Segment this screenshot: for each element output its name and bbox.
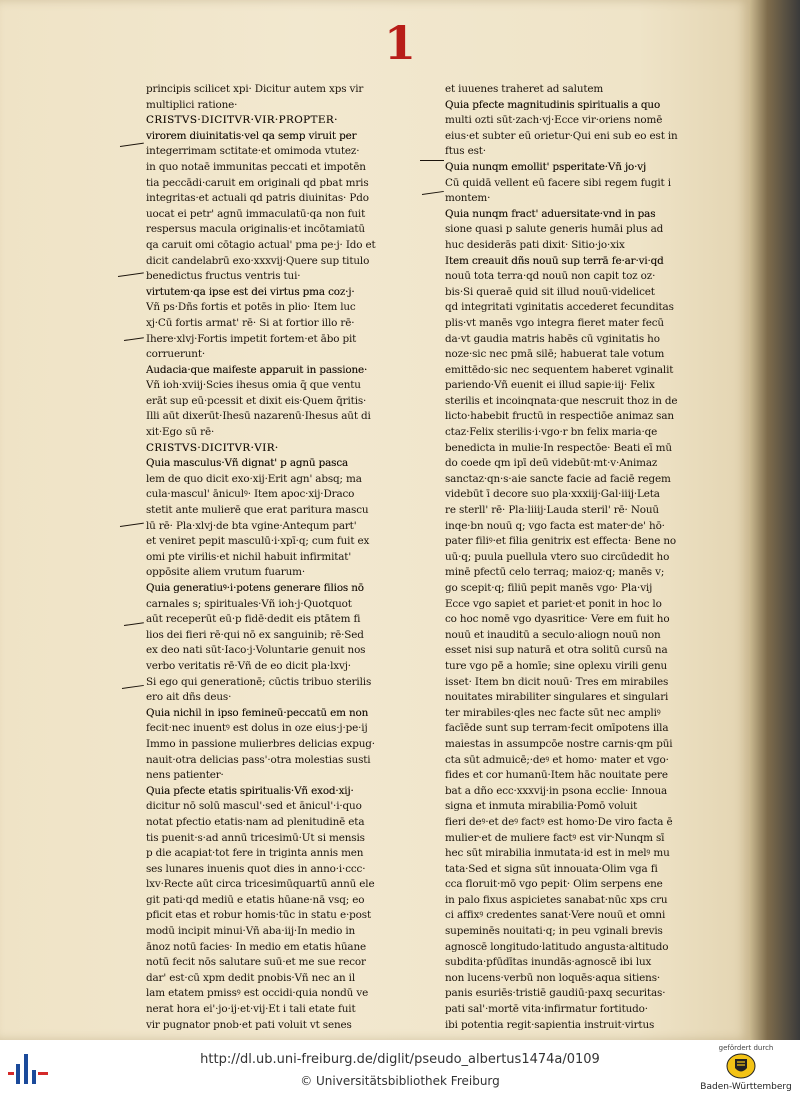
text-line: vir pugnator pnob·et pati voluit vt senes bbox=[146, 1018, 352, 1031]
text-line: nouū tota terra·qd nouū non capit toz oz· bbox=[445, 270, 656, 283]
text-line: lios dei fieri rē·qui nō ex sanguinib; rē·Sed bbox=[146, 628, 364, 641]
text-line: git pati·qd mediū e etatis hūane·nā vsq; eo bbox=[146, 893, 365, 906]
text-line: uocat ei petr' agnū immaculatū·qa non fuit bbox=[146, 207, 366, 220]
text-line: licto·habebit fructū in respectiōe animaz san bbox=[445, 410, 674, 423]
text-line: cta sūt admuicē;·deꝰ et homo· mater et vgo· bbox=[445, 753, 669, 766]
text-line: inqe·bn nouū q; vgo facta est mater·de' hō· bbox=[445, 519, 665, 532]
text-line: stetit ante mulierē que erat paritura mascu bbox=[146, 504, 369, 517]
text-line: videbūt ī decore suo pla·xxxiij·Gal·iiij·Leta bbox=[445, 488, 660, 501]
text-line: omi pte virilis·et nichil habuit infirmitat' bbox=[146, 550, 352, 563]
text-line: ter mirabiles·qles nec facte sūt nec ampliꝰ bbox=[445, 706, 661, 719]
text-line: subdita·pfūdītas inundās·agnoscē ibi lux bbox=[445, 956, 652, 969]
text-line: co hoc nomē vgo dyasritice· Vere em fuit ho bbox=[445, 613, 670, 626]
text-line: nerat hora ei'·jo·ij·et·vij·Et i tali etate fuit bbox=[146, 1003, 356, 1016]
text-line: Quia nunqm fract' aduersitate·vnd in pas bbox=[445, 207, 656, 220]
margin-mark bbox=[120, 523, 144, 527]
text-line: agnoscē longitudo·latitudo angusta·altitudo bbox=[445, 940, 669, 953]
text-line: panis esuriēs·tristiē gaudiū·paxq securitas· bbox=[445, 987, 666, 1000]
text-line: ero ait dñs deus· bbox=[146, 691, 232, 704]
text-line: tia peccādi·caruit em originali qd pbat mris bbox=[146, 176, 369, 189]
copyright-text: © Universitätsbibliothek Freiburg bbox=[300, 1074, 500, 1088]
text-line: qd integritati vginitatis accederet fecunditas bbox=[445, 301, 674, 314]
text-line: Vñ ps·Dñs fortis et potēs in plio· Item luc bbox=[146, 301, 356, 314]
text-line: emittēdo·sic nec sequentem haberet vginalit bbox=[445, 363, 674, 376]
text-line: nouū et inauditū a seculo·aliogn nouū non bbox=[445, 628, 661, 641]
text-line: ibi potentia regit·sapientia instruit·virtus bbox=[445, 1018, 655, 1031]
sponsor-name: Baden-Württemberg bbox=[700, 1082, 792, 1092]
text-line: modū incipit minui·Vñ aba·iij·In medio in bbox=[146, 925, 356, 938]
text-line: Quia pfecte etatis spiritualis·Vñ exod·xij· bbox=[146, 784, 354, 797]
text-line: Audacia·que maifeste apparuit in passione· bbox=[146, 363, 368, 376]
text-line: Ihere·xlvj·Fortis impetit fortem·et ābo pit bbox=[146, 332, 357, 345]
text-line: integritas·et actuali qd patris diuinitas· Pdo bbox=[146, 192, 369, 205]
text-line: integerrimam sctitate·et omimoda vtutez· bbox=[146, 145, 360, 158]
text-line: carnales s; spirituales·Vñ ioh·j·Quotquot bbox=[146, 597, 352, 610]
text-line: plis·vt manēs vgo integra fieret mater fecū bbox=[445, 316, 664, 329]
text-line: Vñ ioh·xviij·Scies ihesus omia q̄ que ventu bbox=[146, 379, 361, 392]
text-line: mulier·et de muliere factꝰ est vir·Nunqm sī bbox=[445, 831, 665, 844]
right-text-column bbox=[445, 82, 685, 1033]
text-line: CRISTVS·DICITVR·VIR·PROPTER· bbox=[146, 114, 338, 127]
text-line: pariendo·Vñ euenit ei illud sapie·iij· Felix bbox=[445, 379, 655, 392]
text-line: huc desiderās pati dixit· Sitio·jo·xix bbox=[445, 238, 625, 251]
text-line: benedicta in mulie·In respectōe· Beati eī mū bbox=[445, 441, 672, 454]
text-line: sterilis et incoinqnata·que nescruit thoz in de bbox=[445, 394, 678, 407]
text-line: p die acapiat·tot fere in triginta annis men bbox=[146, 847, 364, 860]
text-line: pater filiꝰ·et filia genitrix est effecta· Bene no bbox=[445, 535, 677, 548]
text-line: ture vgo pē̄ a homīe; sine oplexu virili genu bbox=[445, 659, 668, 672]
text-line: ānoz notū facies· In medio em etatis hūane bbox=[146, 940, 367, 953]
text-line: aūt receperūt eū·p fidē·dedit eis ptātem fi bbox=[146, 613, 361, 626]
text-line: ci affixꝰ credentes sanat·Vere nouū et omni bbox=[445, 909, 666, 922]
text-line: maiestas in assumpcōe nostre carnis·qm pūi bbox=[445, 737, 673, 750]
text-line: esset nisi sup naturā et otra solitū cursū na bbox=[445, 644, 668, 657]
text-line: non lucens·verbū non loquēs·aqua sitiens· bbox=[445, 971, 661, 984]
text-line: dicitur nō solū mascul'·sed et ānicul'·i·quo bbox=[146, 800, 362, 813]
text-line: pati sal'·mortē vita·infirmatur fortitudo· bbox=[445, 1003, 648, 1016]
text-line: notū fecit nōs salutare suū·et me sue recor bbox=[146, 956, 366, 969]
folio-number: 1 bbox=[384, 16, 417, 70]
text-line: fecit·nec inuentꝰ est dolus in oze eius·j·pe·ij bbox=[146, 722, 368, 735]
viewer-footer bbox=[0, 1040, 800, 1099]
margin-mark bbox=[124, 622, 144, 626]
text-line: xit·Ego sū rē· bbox=[146, 426, 215, 439]
text-line: Immo in passione mulierbres delicias expug· bbox=[146, 737, 375, 750]
text-line: pficit etas et robur homis·tūc in statu e·post bbox=[146, 909, 371, 922]
text-line: Quia nichil in ipso femineū·peccatū em non bbox=[146, 706, 369, 719]
text-line: montem· bbox=[445, 192, 491, 205]
text-line: bat a dño ecc·xxxvij·in psona ecclie· Innoua bbox=[445, 784, 668, 797]
text-line: et iuuenes traheret ad salutem bbox=[445, 83, 604, 95]
text-line: uū·q; puula puellula vtero suo circūdedit ho bbox=[445, 550, 670, 563]
text-line: virtutem·qa ipse est dei virtus pma coz·j· bbox=[146, 285, 355, 298]
text-line: erāt sup eū·pcessit et dixit eis·Quem q̄ritis· bbox=[146, 394, 367, 407]
text-line: dicit candelabrū exo·xxxvij·Quere sup titulo bbox=[146, 254, 370, 267]
text-line: lam etatem pmissꝰ est occidi·quia nondū ve bbox=[146, 987, 369, 1000]
text-line: xj·Cū fortis armat' rē· Si at fortior illo rē· bbox=[146, 316, 355, 329]
text-line: re sterll' rē· Pla·liiij·Lauda steril' rē· Nouū bbox=[445, 504, 659, 517]
text-line: tis puenit·s·ad annū tricesimū·Ut si mensis bbox=[146, 831, 365, 844]
text-line: respersus macula originalis·et incōtamiatū bbox=[146, 223, 365, 236]
text-line: minē pfectū celo terraq; maioz·q; manēs v; bbox=[445, 566, 665, 579]
text-line: cca floruit·mō vgo pepit· Olim serpens ene bbox=[445, 878, 663, 891]
text-line: ses lunares inuenis quot dies in anno·i·ccc· bbox=[146, 862, 366, 875]
text-line: benedictus fructus ventris tui· bbox=[146, 270, 301, 283]
text-line: facīēde sunt sup terram·fecit omīpotens illa bbox=[445, 722, 669, 735]
text-line: isset· Item bn dicit nouū· Tres em mirabiles bbox=[445, 675, 669, 688]
text-line: lxv·Recte aūt circa tricesimūquartū annū ele bbox=[146, 878, 375, 891]
page-edge bbox=[750, 0, 800, 1040]
text-line: ctaz·Felix sterilis·i·vgo·r bn felix maria·qe bbox=[445, 426, 658, 439]
text-line: signa et inmuta mirabilia·Pomō voluit bbox=[445, 800, 638, 813]
text-line: lū rē· Pla·xlvj·de bta vgine·Antequm part' bbox=[146, 519, 357, 532]
text-line: CRISTVS·DICITVR·VIR· bbox=[146, 441, 279, 454]
text-line: Cū quidā vellent eū facere sibi regem fugit i bbox=[445, 176, 671, 189]
text-line: fieri deꝰ·et deꝰ factꝰ est homo·De viro facta ē bbox=[445, 815, 673, 828]
text-line: principis scilicet xpi· Dicitur autem xps vir bbox=[146, 83, 364, 95]
state-seal-icon bbox=[726, 1053, 756, 1079]
text-line: notat pfectio etatis·nam ad plenitudinē eta bbox=[146, 815, 365, 828]
text-line: nens patienter· bbox=[146, 769, 224, 782]
margin-mark bbox=[122, 685, 144, 689]
margin-mark bbox=[120, 143, 144, 147]
margin-mark bbox=[422, 191, 444, 195]
text-line: multi ozti sūt·zach·vj·Ecce vir·oriens nomē bbox=[445, 114, 663, 127]
text-line: dar' est·cū xpm dedit pnobis·Vñ nec an il bbox=[146, 971, 356, 984]
text-line: ftus est· bbox=[445, 145, 486, 158]
text-line: et veniret pepit masculū·i·xpī·q; cum fuit ex bbox=[146, 535, 370, 548]
text-line: Quia nunqm emollit' psperitate·Vñ jo·vj bbox=[445, 160, 647, 173]
text-line: nouitates mirabiliter singulares et singulari bbox=[445, 691, 669, 704]
text-line: Quia masculus·Vñ dignat' p agnū pasca bbox=[146, 457, 349, 470]
text-line: multiplici ratione· bbox=[146, 98, 238, 111]
margin-mark bbox=[124, 337, 144, 341]
text-line: corruerunt· bbox=[146, 348, 206, 361]
text-line: oppōsite aliem vrutum fuarum· bbox=[146, 566, 305, 579]
left-text-column bbox=[146, 82, 382, 1033]
text-line: cula·mascul' āniculꝰ· Item apoc·xij·Draco bbox=[146, 488, 355, 501]
text-line: eius·et subter eū orietur·Qui eni sub eo est in bbox=[445, 129, 678, 142]
document-url-link[interactable]: http://dl.ub.uni-freiburg.de/diglit/pseudo_albertus1474a/0109 bbox=[200, 1052, 600, 1067]
text-line: nauit·otra delicias pass'·otra molestias susti bbox=[146, 753, 371, 766]
text-line: sione quasi p salute generis humāi plus ad bbox=[445, 223, 664, 236]
text-line: hec sūt mirabilia inmutata·id est in melꝰ mu bbox=[445, 847, 670, 860]
text-line: supeminēs nouitati·q; in peu vginali brevis bbox=[445, 925, 663, 938]
text-line: lem de quo dicit exo·xij·Erit agn' absq; ma bbox=[146, 472, 362, 485]
text-line: fides et cor humanū·Item hāc nouitate pere bbox=[445, 769, 668, 782]
text-line: virorem diuinitatis·vel qa semp viruit per bbox=[146, 129, 357, 142]
text-line: Illi aūt dixerūt·Ihesū nazarenū·Ihesus aūt di bbox=[146, 410, 371, 423]
text-line: da·vt gaudia matris habēs cū vginitatis ho bbox=[445, 332, 660, 345]
text-line: Quia generatiuꝰ·i·potens generare filios nō bbox=[146, 582, 364, 594]
text-line: in quo notaē immunitas peccati et impotēn bbox=[146, 160, 366, 173]
text-line: noze·sic nec pmā silē; habuerat tale votum bbox=[445, 348, 665, 361]
text-line: qa caruit omi cōtagio actual' pma pe·j· Ido et bbox=[146, 238, 376, 251]
text-line: Item creauit dñs nouū sup terrā fe·ar·vi·qd bbox=[445, 254, 664, 267]
text-line: do coede qm ipī deū videbūt·mt·v·Animaz bbox=[445, 457, 658, 470]
text-line: ex deo nati sūt·Iaco·j·Voluntarie genuit nos bbox=[146, 644, 366, 657]
text-line: bis·Si queraē quid sit illud nouū·videlicet bbox=[445, 285, 655, 298]
margin-mark bbox=[118, 272, 144, 277]
sponsor-label: gefördert durch bbox=[718, 1044, 774, 1052]
text-line: Quia pfecte magnitudinis spiritualis a quo bbox=[445, 98, 661, 111]
text-line: verbo veritatis rē·Vñ de eo dicit pla·lxvj· bbox=[146, 659, 351, 672]
text-line: tata·Sed et signa sūt innouata·Olim vga fi bbox=[445, 862, 658, 875]
text-line: sanctaz·qn·s·aie sancte facie ad faciē regem bbox=[445, 472, 671, 485]
text-line: in palo fixus aspicietes sanabat·nūc xps cru bbox=[445, 893, 668, 906]
text-line: go scepit·q; filiū pepit manēs vgo· Pla·vij bbox=[445, 582, 653, 594]
text-line: Si ego qui generationē; cūctis tribuo sterilis bbox=[146, 675, 372, 688]
text-line: Ecce vgo sapiet et pariet·et ponit in hoc lo bbox=[445, 597, 662, 610]
margin-mark bbox=[420, 160, 444, 161]
